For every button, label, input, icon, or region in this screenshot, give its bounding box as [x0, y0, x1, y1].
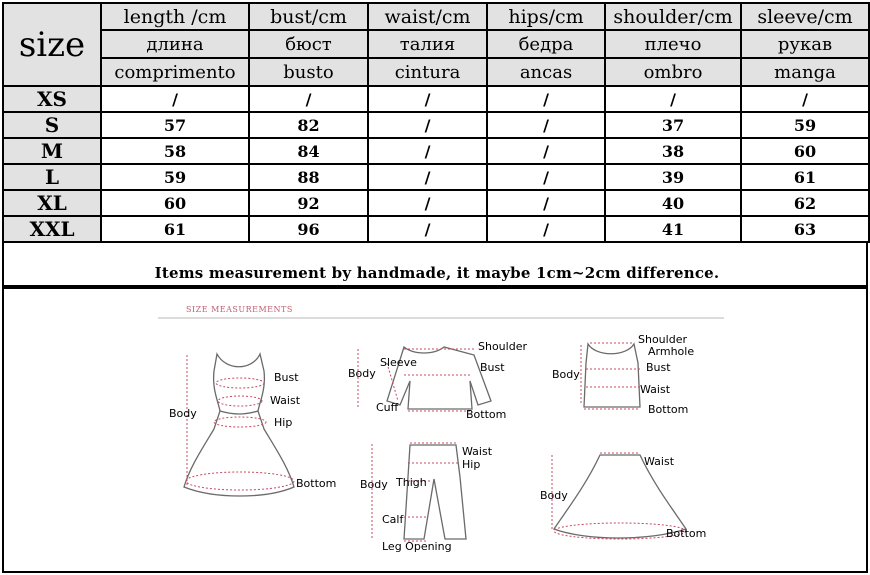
size-label: S [3, 112, 101, 138]
note-panel [2, 242, 868, 287]
cell-bust: / [249, 86, 368, 112]
cell-sleeve: 59 [741, 112, 869, 138]
cell-waist: / [368, 164, 487, 190]
col-header-waist: waist/cm [368, 3, 487, 30]
cell-waist: / [368, 138, 487, 164]
skirt-body-label: Body [540, 489, 568, 502]
cell-shoulder: 38 [605, 138, 741, 164]
cell-hips: / [487, 216, 605, 242]
pants-thigh-label: Thigh [396, 476, 427, 489]
cell-sleeve: 61 [741, 164, 869, 190]
cell-length: 57 [101, 112, 249, 138]
cell-length: 60 [101, 190, 249, 216]
col-header-shoulder-pt: ombro [605, 58, 741, 86]
top-bottom-label: Bottom [466, 408, 507, 421]
diagram-header: SIZE MEASUREMENTS [186, 305, 293, 314]
col-header-length-pt: comprimento [101, 58, 249, 86]
col-header-length-ru: длина [101, 30, 249, 58]
col-header-sleeve-pt: manga [741, 58, 869, 86]
col-header-bust: bust/cm [249, 3, 368, 30]
cell-hips: / [487, 138, 605, 164]
cell-length: 59 [101, 164, 249, 190]
col-header-bust-pt: busto [249, 58, 368, 86]
cell-waist: / [368, 190, 487, 216]
top-cuff-label: Cuff [376, 401, 399, 414]
col-header-shoulder: shoulder/cm [605, 3, 741, 30]
col-header-waist-ru: талия [368, 30, 487, 58]
cell-hips: / [487, 112, 605, 138]
cell-bust: 92 [249, 190, 368, 216]
top-bust-label: Bust [480, 361, 505, 374]
size-row-l [3, 164, 869, 190]
cell-shoulder: 40 [605, 190, 741, 216]
cell-sleeve: 63 [741, 216, 869, 242]
vest-bust-label: Bust [646, 361, 671, 374]
pants-calf-label: Calf [382, 513, 404, 526]
pants-hip-label: Hip [462, 458, 481, 471]
pants-outline-icon [404, 445, 466, 539]
dress-diagram [169, 354, 336, 496]
cell-bust: 88 [249, 164, 368, 190]
dress-waist-label: Waist [270, 394, 301, 407]
vest-bottom-label: Bottom [648, 403, 689, 416]
col-header-bust-ru: бюст [249, 30, 368, 58]
measurement-note: Items measurement by handmade, it maybe 1cm~2cm difference. [154, 264, 720, 282]
cell-shoulder: / [605, 86, 741, 112]
dress-hip-label: Hip [274, 416, 293, 429]
cell-length: 58 [101, 138, 249, 164]
cell-bust: 84 [249, 138, 368, 164]
col-header-length: length /cm [101, 3, 249, 30]
size-row-m [3, 138, 869, 164]
top-sleeve-label: Sleeve [380, 356, 417, 369]
size-label: XS [3, 86, 101, 112]
cell-sleeve: 62 [741, 190, 869, 216]
cell-length: / [101, 86, 249, 112]
vest-armhole-label: Armhole [648, 345, 695, 358]
col-header-hips: hips/cm [487, 3, 605, 30]
size-label: XL [3, 190, 101, 216]
col-header-sleeve-ru: рукав [741, 30, 869, 58]
cell-waist: / [368, 86, 487, 112]
col-header-sleeve: sleeve/cm [741, 3, 869, 30]
skirt-diagram [540, 453, 706, 540]
size-row-xl [3, 190, 869, 216]
cell-sleeve: 60 [741, 138, 869, 164]
cell-shoulder: 41 [605, 216, 741, 242]
pants-leg-opening-label: Leg Opening [382, 540, 452, 553]
vest-waist-label: Waist [640, 383, 671, 396]
size-row-s [3, 112, 869, 138]
size-row-xxl [3, 216, 869, 242]
cell-shoulder: 37 [605, 112, 741, 138]
dress-bottom-label: Bottom [296, 477, 337, 490]
col-header-hips-ru: бедра [487, 30, 605, 58]
size-row-xs [3, 86, 869, 112]
skirt-bottom-label: Bottom [666, 527, 707, 540]
header-row-pt [3, 58, 869, 86]
size-label: L [3, 164, 101, 190]
measurement-diagrams [4, 289, 866, 571]
header-row-en [3, 3, 869, 30]
cell-waist: / [368, 216, 487, 242]
measurement-diagrams-panel [2, 287, 868, 573]
top-body-label: Body [348, 367, 376, 380]
cell-waist: / [368, 112, 487, 138]
dress-bust-label: Bust [274, 371, 299, 384]
vest-body-label: Body [552, 368, 580, 381]
cell-shoulder: 39 [605, 164, 741, 190]
size-label: XXL [3, 216, 101, 242]
size-label: M [3, 138, 101, 164]
top-shoulder-label: Shoulder [478, 340, 527, 353]
skirt-waist-label: Waist [644, 455, 675, 468]
col-header-hips-pt: ancas [487, 58, 605, 86]
vest-diagram [552, 333, 694, 416]
size-corner-label: size [3, 3, 101, 86]
dress-body-label: Body [169, 407, 197, 420]
header-row-ru [3, 30, 869, 58]
cell-length: 61 [101, 216, 249, 242]
cell-bust: 82 [249, 112, 368, 138]
pants-waist-label: Waist [462, 445, 493, 458]
col-header-waist-pt: cintura [368, 58, 487, 86]
cell-bust: 96 [249, 216, 368, 242]
size-table [2, 2, 870, 243]
cell-hips: / [487, 86, 605, 112]
col-header-shoulder-ru: плечо [605, 30, 741, 58]
vest-shoulder-label: Shoulder [638, 333, 687, 346]
vest-outline-icon [584, 344, 640, 407]
cell-hips: / [487, 190, 605, 216]
cell-sleeve: / [741, 86, 869, 112]
pants-diagram [360, 443, 493, 553]
top-diagram [348, 340, 527, 421]
cell-hips: / [487, 164, 605, 190]
pants-body-label: Body [360, 478, 388, 491]
